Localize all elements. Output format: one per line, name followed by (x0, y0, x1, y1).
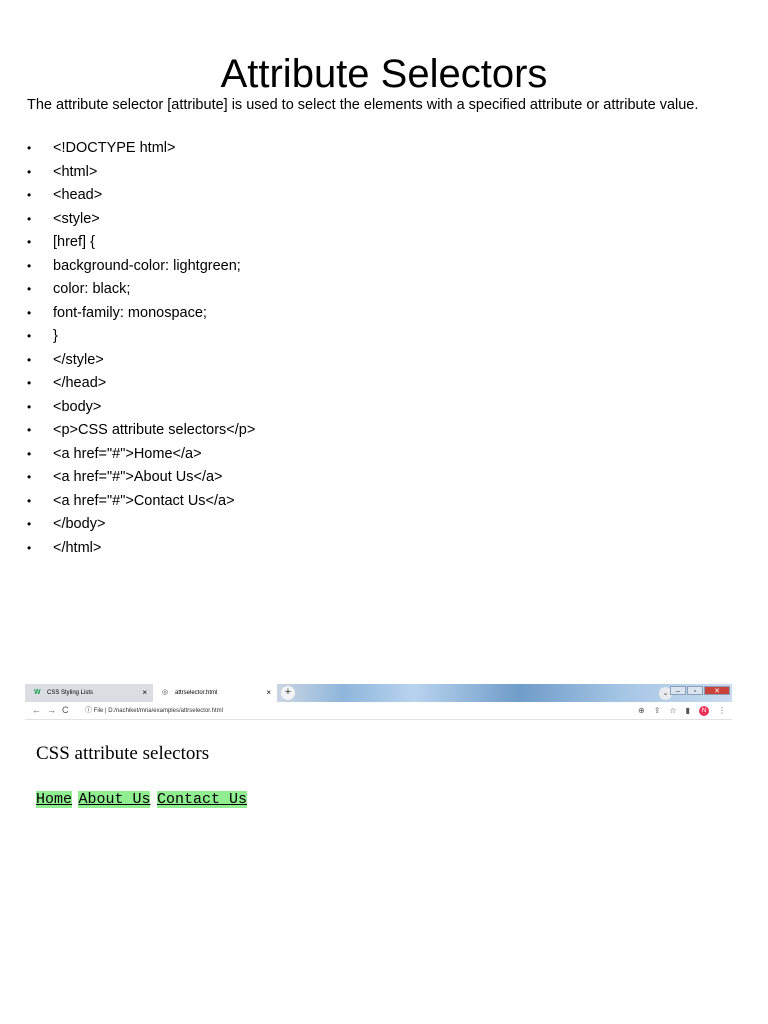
bullet-marker: • (27, 211, 32, 226)
code-bullet-item (27, 209, 255, 233)
url-text: D:/nachiket/mna/examples/attrselector.html (108, 708, 223, 714)
code-bullet-item (27, 185, 255, 209)
code-line-text: <a href="#">Home</a> (53, 445, 202, 462)
rendered-paragraph: CSS attribute selectors (36, 743, 210, 764)
url-scheme-label: File (93, 708, 104, 714)
profile-icon[interactable]: N (699, 706, 709, 716)
tab-close-icon[interactable]: × (266, 688, 271, 697)
bullet-marker: • (27, 446, 32, 461)
bullet-marker: • (27, 399, 32, 414)
code-bullet-item (27, 350, 255, 374)
tab-search-icon[interactable]: ⌄ (659, 687, 672, 700)
about-us-link[interactable]: About Us (78, 791, 151, 808)
contact-us-link[interactable]: Contact Us (156, 791, 247, 808)
globe-favicon-icon: ◎ (162, 689, 169, 696)
zoom-icon[interactable]: ⊕ (638, 706, 645, 715)
code-bullet-item (27, 420, 255, 444)
bullet-marker: • (27, 517, 32, 531)
code-line-text: font-family: monospace; (53, 304, 207, 321)
code-bullet-item (27, 138, 255, 162)
url-separator: | (105, 708, 107, 714)
navigation-buttons (32, 702, 75, 719)
w3schools-favicon-icon: W (34, 689, 41, 696)
bullet-marker: • (27, 493, 32, 508)
code-bullet-item (27, 232, 255, 256)
intro-paragraph: The attribute selector [attribute] is used to select the elements with a specified attribute or attribute value. (27, 97, 699, 113)
reload-icon[interactable]: C (62, 705, 75, 715)
code-line-text: </body> (53, 516, 106, 532)
code-bullet-item (27, 538, 255, 562)
code-bullet-item (27, 256, 255, 280)
maximize-button[interactable]: ▫ (687, 686, 703, 695)
minimize-button[interactable]: – (670, 686, 686, 695)
code-line-text: color: black; (53, 281, 131, 297)
forward-arrow-icon[interactable]: → (47, 705, 62, 715)
tab-close-icon[interactable]: × (142, 688, 147, 697)
bullet-marker: • (27, 282, 32, 296)
bullet-marker: • (27, 376, 32, 390)
code-line-text: } (53, 328, 58, 344)
slide-title: Attribute Selectors (220, 52, 548, 96)
browser-screenshot (25, 684, 732, 824)
address-bar (25, 702, 732, 720)
star-icon[interactable]: ☆ (669, 706, 677, 715)
bullet-marker: • (27, 258, 32, 273)
info-icon[interactable]: ⓘ (85, 707, 92, 714)
code-line-text: [href] { (53, 234, 95, 250)
window-close-button[interactable]: ✕ (704, 686, 730, 695)
code-bullet-list (27, 138, 255, 561)
code-bullet-item (27, 303, 255, 327)
bullet-marker: • (27, 188, 32, 202)
code-line-text: <head> (53, 187, 103, 203)
bullet-marker: • (27, 141, 32, 155)
bullet-marker: • (27, 352, 32, 367)
code-bullet-item (27, 444, 255, 468)
code-line-text: </html> (53, 539, 102, 556)
tab-label: CSS Styling Lists (47, 690, 94, 696)
browser-tab-css-styling-lists[interactable] (25, 684, 153, 702)
share-icon[interactable]: ⇪ (653, 706, 661, 715)
bullet-marker: • (27, 235, 32, 249)
code-line-text: </head> (53, 375, 107, 391)
bullet-marker: • (27, 305, 32, 320)
home-link[interactable]: Home (36, 791, 73, 808)
code-line-text: <body> (53, 398, 102, 415)
code-bullet-item (27, 373, 255, 397)
bullet-marker: • (27, 540, 32, 555)
code-bullet-item (27, 279, 255, 303)
code-bullet-item (27, 397, 255, 421)
code-bullet-item (27, 162, 255, 186)
tab-label: attrselector.html (175, 690, 218, 696)
code-line-text: background-color: lightgreen; (53, 257, 241, 274)
code-line-text: <a href="#">Contact Us</a> (53, 492, 235, 509)
url-field[interactable] (85, 702, 223, 720)
code-bullet-item (27, 326, 255, 350)
code-line-text: </style> (53, 351, 104, 368)
bullet-marker: • (27, 164, 32, 179)
back-arrow-icon[interactable]: ← (32, 705, 47, 715)
code-line-text: <style> (53, 210, 100, 227)
browser-viewport (25, 720, 732, 824)
code-bullet-item (27, 491, 255, 515)
code-line-text: <html> (53, 163, 98, 180)
menu-icon[interactable]: ⋮ (718, 706, 726, 715)
rendered-links (36, 790, 249, 809)
code-line-text: <p>CSS attribute selectors</p> (53, 422, 256, 438)
browser-tab-attrselector[interactable] (153, 684, 277, 702)
new-tab-button[interactable]: + (281, 686, 295, 700)
code-bullet-item (27, 467, 255, 491)
sidepanel-icon[interactable]: ▮ (685, 706, 690, 715)
bullet-marker: • (27, 470, 32, 484)
code-line-text: <a href="#">About Us</a> (53, 469, 223, 485)
browser-toolbar (638, 702, 726, 719)
code-bullet-item (27, 514, 255, 538)
browser-tab-bar (25, 684, 732, 702)
code-line-text: <!DOCTYPE html> (53, 140, 176, 156)
window-controls (670, 686, 730, 696)
bullet-marker: • (27, 423, 32, 437)
bullet-marker: • (27, 329, 32, 343)
